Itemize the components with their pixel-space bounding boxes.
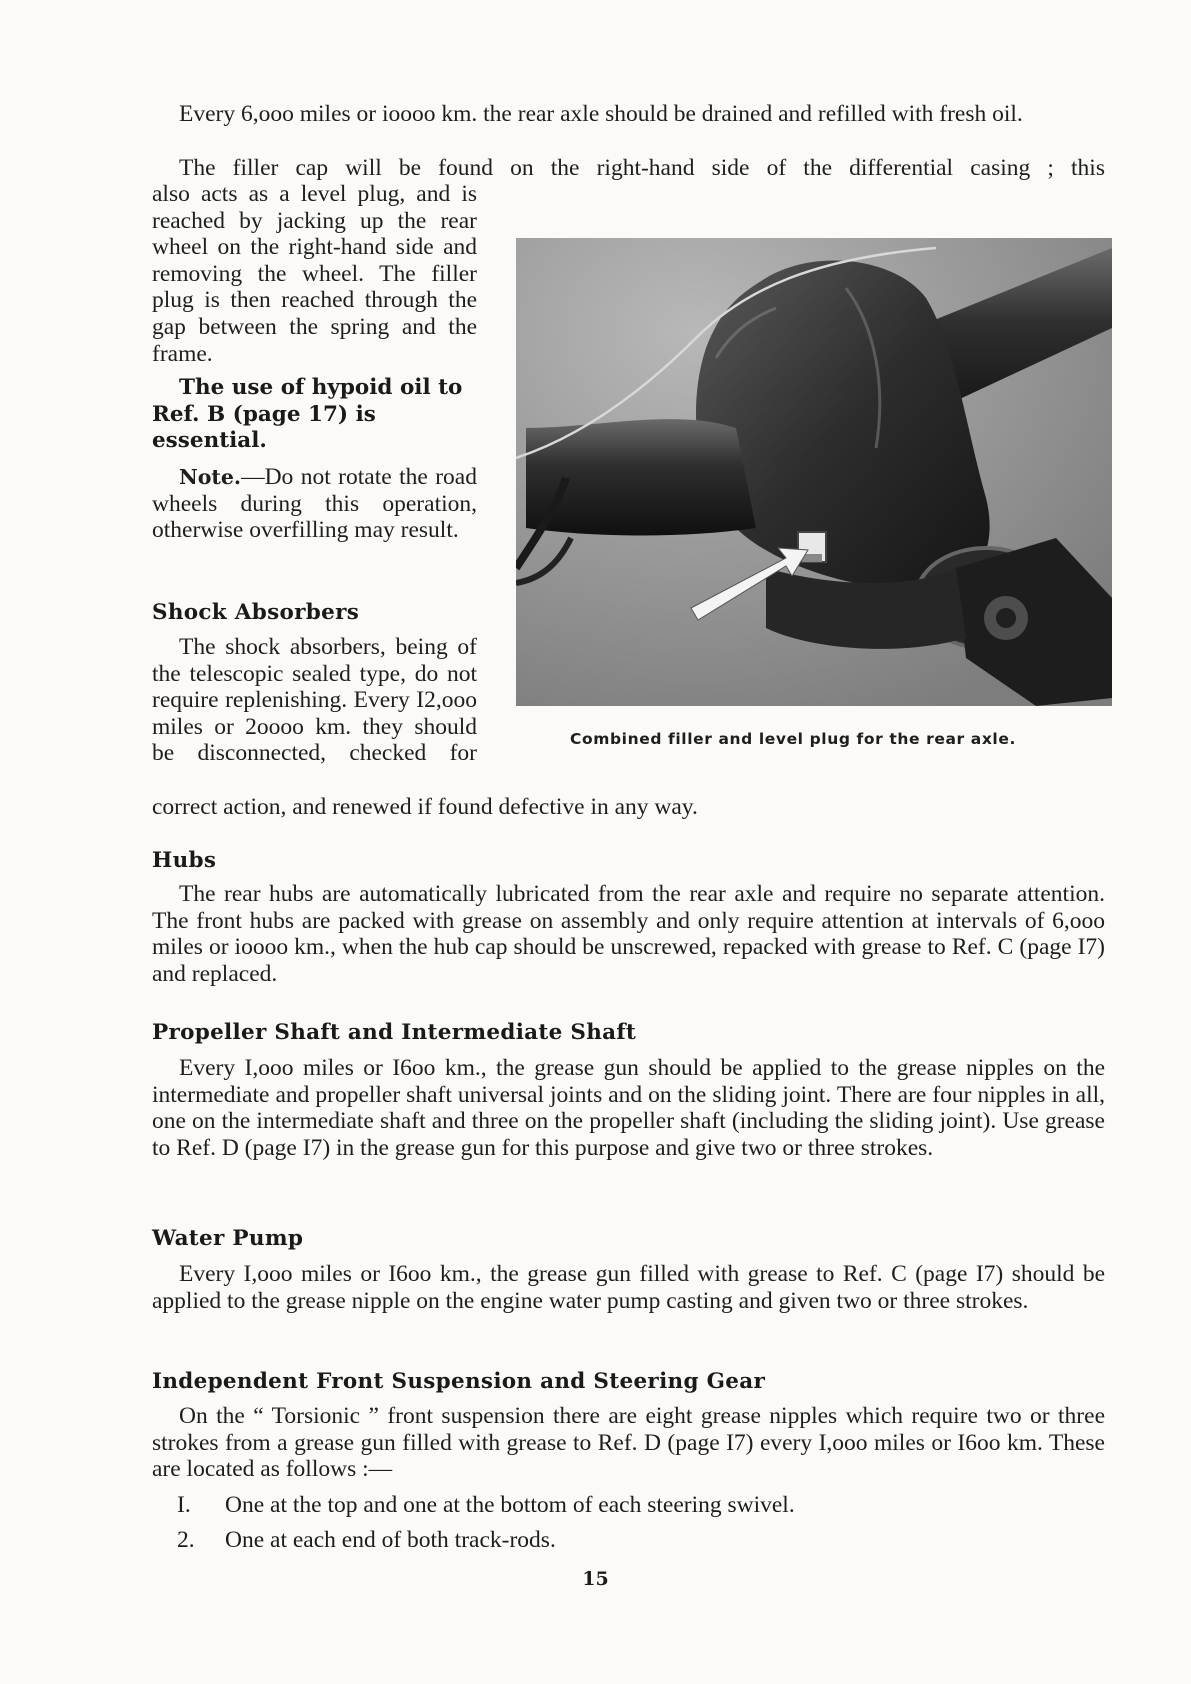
note-text: —Do not rotate the road wheels during this operation, otherwise overfilling may result.: [152, 464, 477, 544]
suspension-text: On the “ Torsionic ” front suspension there are eight grease nipples which require two or three strokes from a grease gun filled with grease to Ref. D (page I7) every I,ooo miles or I6oo km. These are located as follows :—: [152, 1403, 1105, 1483]
rear-axle-photo: [516, 238, 1112, 706]
list-item-number: I.: [177, 1492, 191, 1518]
note-label: Note.: [179, 465, 242, 489]
filler-cap-paragraph-rest: also acts as a level plug, and is reached by jacking up the rear wheel on the right-hand side and removing the wheel. The filler plug is then reached through the gap between the spring and the frame.: [152, 181, 477, 367]
list-item: [177, 1492, 795, 1519]
water-pump-text: Every I,ooo miles or I6oo km., the grease gun filled with grease to Ref. C (page I7) should be applied to the grease nipple on the engine water pump casting and given two or three strokes.: [152, 1261, 1105, 1314]
suspension-heading: Independent Front Suspension and Steering Gear: [152, 1369, 766, 1394]
figure-caption: Combined filler and level plug for the rear axle.: [570, 730, 1016, 748]
propeller-shaft-heading: Propeller Shaft and Intermediate Shaft: [152, 1020, 637, 1045]
shock-absorbers-text: The shock absorbers, being of the telescopic sealed type, do not require replenishing. Every I2,ooo miles or 2oooo km. they should be disconnected, checked for: [152, 634, 477, 767]
hypoid-oil-note: The use of hypoid oil to Ref. B (page 17) is essential.: [152, 375, 463, 454]
list-item-number: 2.: [177, 1527, 195, 1553]
shock-absorbers-text-continued: correct action, and renewed if found defective in any way.: [152, 794, 698, 820]
axle-drain-paragraph: Every 6,ooo miles or ioooo km. the rear axle should be drained and refilled with fresh oil.: [179, 101, 1023, 127]
list-item-text: One at each end of both track-rods.: [225, 1527, 556, 1553]
propeller-shaft-text: Every I,ooo miles or I6oo km., the grease gun should be applied to the grease nipples on the intermediate and propeller shaft universal joints and on the sliding joint. There are four nipples in all, one on the intermediate shaft and three on the propeller shaft (including the sliding joint). Use grease to Ref. D (page I7) in the grease gun for this purpose and give two or three strokes.: [152, 1055, 1105, 1161]
water-pump-heading: Water Pump: [152, 1226, 304, 1251]
hubs-heading: Hubs: [152, 848, 217, 873]
shock-absorbers-heading: Shock Absorbers: [152, 600, 360, 625]
list-item: [177, 1527, 556, 1554]
list-item-text: One at the top and one at the bottom of each steering swivel.: [225, 1492, 795, 1518]
rotation-note: [152, 464, 477, 544]
hubs-text: The rear hubs are automatically lubricated from the rear axle and require no separate attention. The front hubs are packed with grease on assembly and only require attention at intervals of 6,ooo miles or ioooo km., when the hub cap should be unscrewed, repacked with grease to Ref. C (page I7) and replaced.: [152, 881, 1105, 987]
filler-cap-paragraph-top: The filler cap will be found on the right-hand side of the differential casing ; this: [179, 155, 1105, 181]
page-number: 15: [582, 1568, 609, 1590]
